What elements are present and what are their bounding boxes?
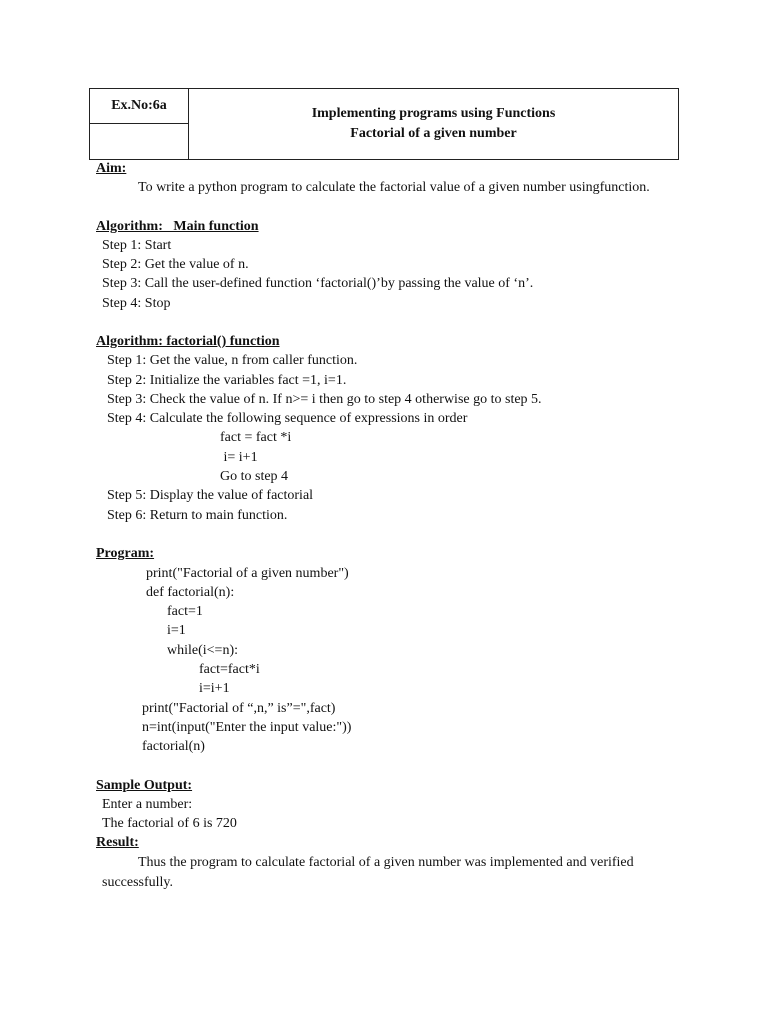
algo-sub-expression: fact = fact *i xyxy=(220,430,292,445)
exercise-date-cell xyxy=(90,124,189,159)
algo-factorial-step: Step 4: Calculate the following sequence of expressions in order xyxy=(107,411,468,426)
sample-output-line: The factorial of 6 is 720 xyxy=(102,816,237,831)
sample-output-heading: Sample Output: xyxy=(96,778,193,793)
algo-main-step: Step 1: Start xyxy=(102,238,172,253)
algo-factorial-step: Step 2: Initialize the variables fact =1, i=1. xyxy=(107,373,347,388)
algo-factorial-step: Step 3: Check the value of n. If n>= i then go to step 4 otherwise go to step 5. xyxy=(107,392,542,407)
code-line: print("Factorial of a given number") xyxy=(146,566,349,581)
title-line-1: Implementing programs using Functions xyxy=(311,106,556,121)
code-line: print("Factorial of “,n,” is”=",fact) xyxy=(142,701,336,716)
exercise-number: Ex.No:6a xyxy=(90,89,189,124)
code-line: fact=fact*i xyxy=(199,662,260,677)
code-line: factorial(n) xyxy=(142,739,205,754)
algo-factorial-step: Step 1: Get the value, n from caller function. xyxy=(107,353,358,368)
aim-heading: Aim: xyxy=(96,161,127,176)
code-line: i=i+1 xyxy=(199,681,230,696)
algo-factorial-step: Step 6: Return to main function. xyxy=(107,508,288,523)
code-line: def factorial(n): xyxy=(146,585,235,600)
result-heading: Result: xyxy=(96,835,139,850)
sample-output-line: Enter a number: xyxy=(102,797,193,812)
algo-main-heading: Algorithm: Main function xyxy=(96,219,259,234)
result-text-line-1: Thus the program to calculate factorial of a given number was implemented and verified xyxy=(138,855,634,870)
header-title xyxy=(189,89,678,159)
code-line: fact=1 xyxy=(167,604,203,619)
title-line-2: Factorial of a given number xyxy=(350,126,517,141)
algo-main-step: Step 3: Call the user-defined function ‘factorial()’by passing the value of ‘n’. xyxy=(102,276,534,291)
algo-main-step: Step 2: Get the value of n. xyxy=(102,257,249,272)
code-line: while(i<=n): xyxy=(167,643,238,658)
algo-sub-expression: Go to step 4 xyxy=(220,469,289,484)
algo-factorial-heading: Algorithm: factorial() function xyxy=(96,334,280,349)
algo-main-step: Step 4: Stop xyxy=(102,296,171,311)
program-heading: Program: xyxy=(96,546,155,561)
code-line: n=int(input("Enter the input value:")) xyxy=(142,720,352,735)
aim-text: To write a python program to calculate the factorial value of a given number usingfunction. xyxy=(138,180,650,195)
algo-factorial-step: Step 5: Display the value of factorial xyxy=(107,488,314,503)
code-line: i=1 xyxy=(167,623,186,638)
result-text-line-2: successfully. xyxy=(102,875,174,890)
algo-sub-expression: i= i+1 xyxy=(220,450,258,465)
header-table xyxy=(89,88,679,160)
